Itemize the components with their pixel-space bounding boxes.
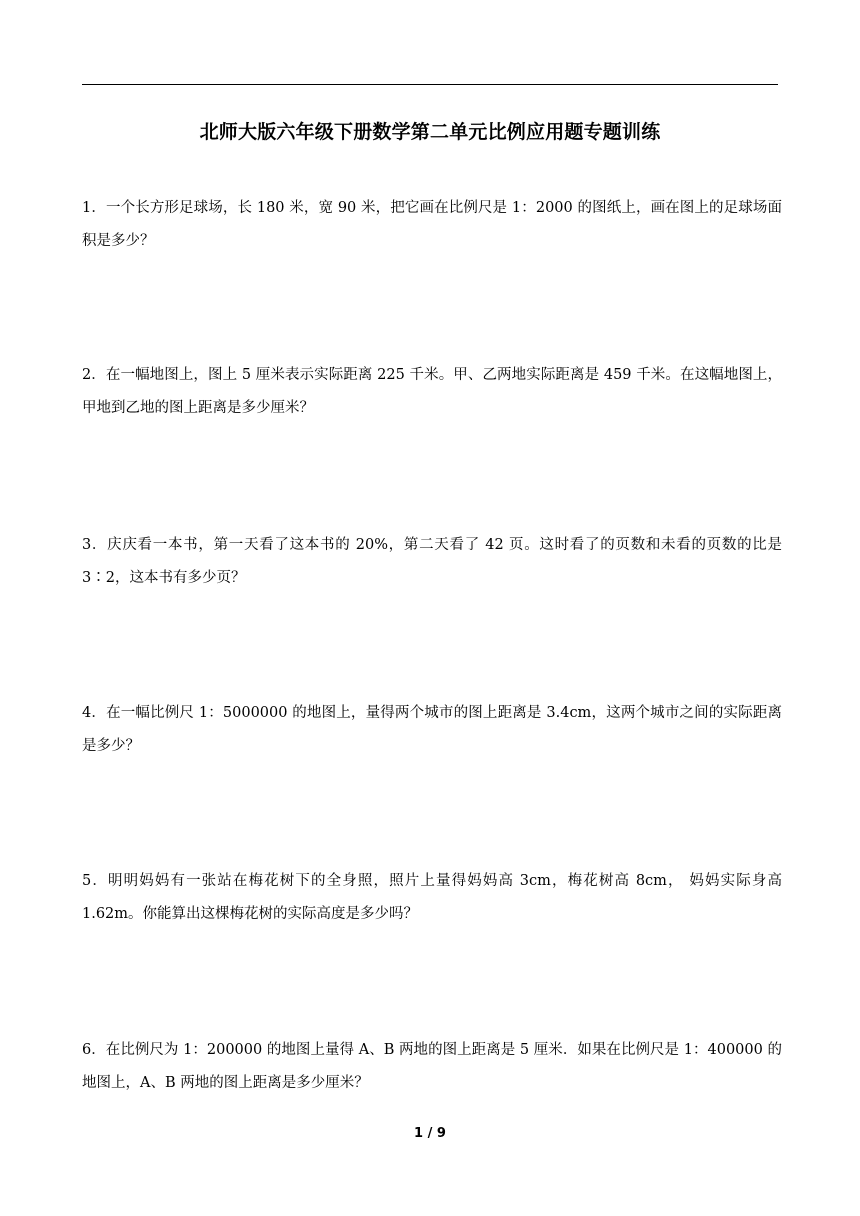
- page-number: 1 / 9: [414, 1126, 446, 1141]
- question-3: [82, 529, 782, 595]
- question-number: 1．: [82, 200, 106, 216]
- question-1: [82, 192, 782, 258]
- question-text: 一个长方形足球场，长 180 米，宽 90 米，把它画在比例尺是 1：2000 的图纸上，画在图上的足球场面积是多少？: [82, 200, 782, 249]
- question-number: 2．: [82, 367, 106, 383]
- question-text: 庆庆看一本书，第一天看了这本书的 20%，第二天看了 42 页。这时看了的页数和未看的页数的比是 3∶2，这本书有多少页？: [82, 537, 782, 586]
- question-text: 明明妈妈有一张站在梅花树下的全身照，照片上量得妈妈高 3cm，梅花树高 8cm， 妈妈实际身高 1.62m。你能算出这棵梅花树的实际高度是多少吗？: [82, 873, 782, 922]
- question-text: 在比例尺为 1：200000 的地图上量得 A、B 两地的图上距离是 5 厘米．如果在比例尺是 1：400000 的地图上，A、B 两地的图上距离是多少厘米？: [82, 1042, 782, 1091]
- question-text: 在一幅地图上，图上 5 厘米表示实际距离 225 千米。甲、乙两地实际距离是 459 千米。在这幅地图上，甲地到乙地的图上距离是多少厘米？: [82, 367, 782, 416]
- question-2: [82, 359, 782, 425]
- question-6: [82, 1034, 782, 1100]
- header-rule: [82, 84, 778, 85]
- document-title: 北师大版六年级下册数学第二单元比例应用题专题训练: [199, 121, 661, 143]
- question-text: 在一幅比例尺 1：5000000 的地图上，量得两个城市的图上距离是 3.4cm，这两个城市之间的实际距离是多少？: [82, 705, 782, 754]
- question-5: [82, 865, 782, 931]
- question-number: 3．: [82, 537, 108, 553]
- question-4: [82, 697, 782, 763]
- question-number: 5．: [82, 873, 108, 889]
- question-number: 6．: [82, 1042, 106, 1058]
- question-number: 4．: [82, 705, 107, 721]
